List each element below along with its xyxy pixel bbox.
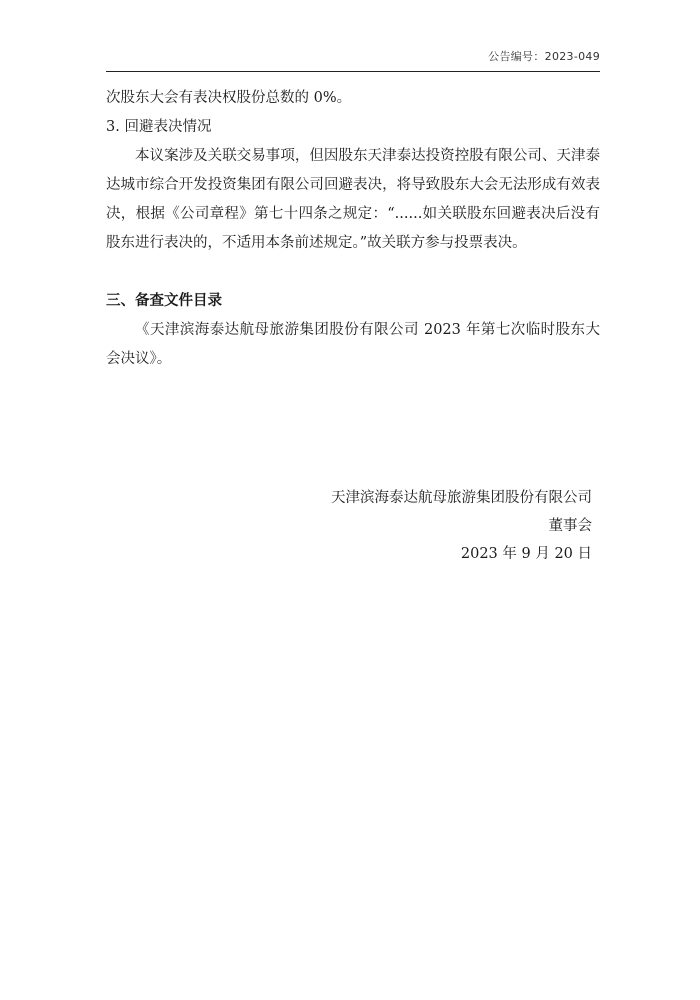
sub-heading-recusal: 3. 回避表决情况 [106, 119, 212, 135]
document-body [106, 84, 600, 374]
documents-paragraph: 《天津滨海泰达航母旅游集团股份有限公司 2023 年第七次临时股东大会决议》。 [106, 322, 600, 367]
section-title-documents: 三、备查文件目录 [106, 293, 222, 309]
announcement-number: 公告编号：2023-049 [488, 50, 600, 63]
continuation-line: 次股东大会有表决权股份总数的 0%。 [106, 90, 352, 106]
signature-date: 2023 年 9 月 20 日 [460, 546, 592, 562]
header-divider [106, 71, 600, 72]
signature-board: 董事会 [548, 518, 592, 534]
recusal-paragraph: 本议案涉及关联交易事项，但因股东天津泰达投资控股有限公司、天津泰达城市综合开发投资集团有限公司回避表决，将导致股东大会无法形成有效表决，根据《公司章程》第七十四条之规定：“......如关联股东回避表决后没有股东进行表决的，不适用本条前述规定。”故关联方参与投票表决。 [106, 148, 600, 251]
signature-block [331, 484, 592, 568]
signature-company: 天津滨海泰达航母旅游集团股份有限公司 [331, 490, 592, 506]
